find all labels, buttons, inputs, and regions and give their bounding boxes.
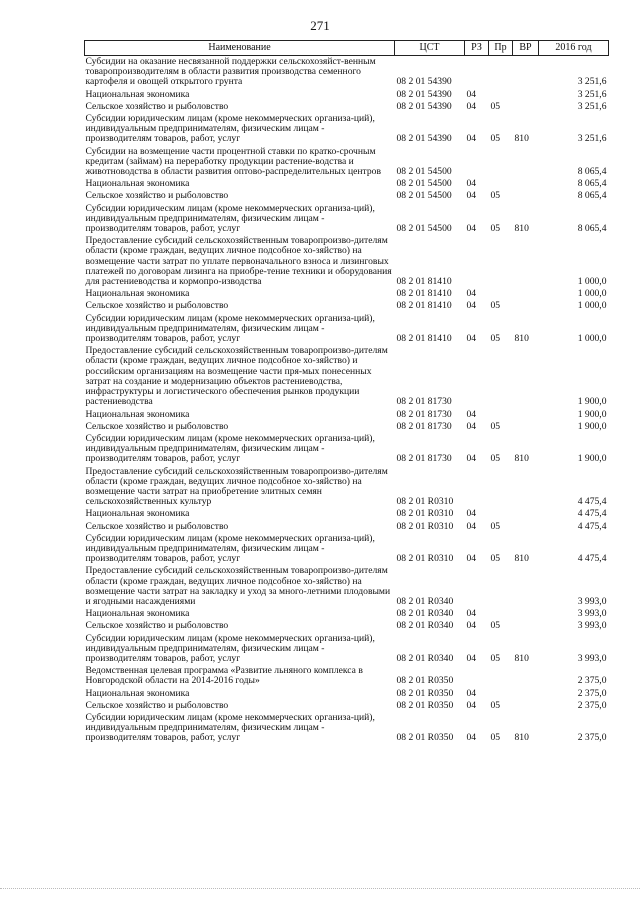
table-row <box>85 533 609 566</box>
row-amount: 8 065,4 <box>577 166 607 178</box>
row-cst: 08 2 01 54500 <box>396 178 452 190</box>
table-header <box>85 41 609 56</box>
row-pr <box>489 688 513 700</box>
table-row <box>85 235 609 288</box>
row-rz <box>465 565 489 608</box>
row-vr <box>513 421 539 433</box>
row-rz: 04 <box>466 133 477 145</box>
row-vr <box>513 608 539 620</box>
row-name: Сельское хозяйство и рыболовство <box>85 520 229 532</box>
row-pr <box>489 508 513 520</box>
row-rz <box>465 146 489 179</box>
row-amount: 4 475,4 <box>577 553 607 565</box>
row-cst: 08 2 01 81730 <box>396 420 452 432</box>
row-amount: 1 900,0 <box>577 420 607 432</box>
row-cst: 08 2 01 54390 <box>396 88 452 100</box>
row-cst: 08 2 01 R0340 <box>396 608 454 620</box>
table-row <box>85 146 609 179</box>
header-year: 2016 год <box>539 41 609 56</box>
table-row <box>85 700 609 712</box>
row-amount: 2 375,0 <box>577 732 607 744</box>
row-amount: 3 993,0 <box>577 620 607 632</box>
row-amount: 4 475,4 <box>577 520 607 532</box>
page-number: 271 <box>310 18 330 33</box>
row-name: Национальная экономика <box>85 408 190 420</box>
row-cst: 08 2 01 R0310 <box>396 508 454 520</box>
row-name: Субсидии юридическим лицам (кроме некоммерческих организа-ций), индивидуальным предпринимателям, физическим лицам - производителям товаров, работ, услуг <box>85 113 375 145</box>
header-cst: ЦСТ <box>395 41 465 56</box>
row-cst: 08 2 01 81410 <box>396 300 452 312</box>
budget-table <box>84 40 609 745</box>
row-amount: 3 251,6 <box>577 88 607 100</box>
row-pr: 05 <box>490 223 501 235</box>
row-pr <box>489 178 513 190</box>
row-amount: 1 900,0 <box>577 408 607 420</box>
row-rz: 04 <box>466 553 477 565</box>
row-cst: 08 2 01 R0340 <box>396 652 454 664</box>
row-rz: 04 <box>466 178 477 190</box>
row-amount: 2 375,0 <box>577 699 607 711</box>
row-amount: 4 475,4 <box>577 508 607 520</box>
header-pr: Пр <box>489 41 513 56</box>
row-cst: 08 2 01 54500 <box>396 190 452 202</box>
row-rz <box>465 235 489 288</box>
row-name: Сельское хозяйство и рыболовство <box>85 190 229 202</box>
row-name: Предоставление субсидий сельскохозяйственным товаропроизво-дителям области (кроме граждан, ведущих личное подсобное хо-зяйство) на возмещение части затрат на приобретение элитных семян сельскохозяйственных культур <box>85 465 388 508</box>
table-row <box>85 288 609 300</box>
row-amount: 3 251,6 <box>577 100 607 112</box>
row-rz: 04 <box>466 508 477 520</box>
row-amount: 1 900,0 <box>577 453 607 465</box>
row-name: Предоставление субсидий сельскохозяйственным товаропроизво-дителям области (кроме граждан, ведущих личное подсобное хо-зяйство) на возмещение части затрат по уплате первоначального взноса и лизинговых платежей по договорам лизинга на приобре-тение техники и оборудования для растениеводства и кормопро-изводства <box>85 235 392 288</box>
row-name: Сельское хозяйство и рыболовство <box>85 420 229 432</box>
table-row <box>85 433 609 466</box>
row-vr <box>513 146 539 179</box>
row-vr <box>513 665 539 687</box>
row-vr: 810 <box>514 333 529 345</box>
row-cst: 08 2 01 R0310 <box>396 520 454 532</box>
row-vr <box>513 466 539 509</box>
row-vr <box>513 700 539 712</box>
row-name: Субсидии юридическим лицам (кроме некоммерческих организа-ций), индивидуальным предпринимателям, физическим лицам - производителям товаров, работ, услуг <box>85 312 375 345</box>
row-pr <box>489 288 513 300</box>
row-pr: 05 <box>490 652 501 664</box>
row-cst: 08 2 01 54390 <box>396 100 452 112</box>
row-rz: 04 <box>466 100 477 112</box>
row-cst: 08 2 01 81730 <box>396 396 452 408</box>
scan-edge-divider <box>0 888 640 891</box>
row-name: Субсидии на оказание несвязанной поддержки сельскохозяйст-венным товаропроизводителям в области развития производства семенного картофеля и овощей открытого грунта <box>85 56 376 88</box>
row-pr: 05 <box>490 553 501 565</box>
row-cst: 08 2 01 R0340 <box>396 595 454 607</box>
row-pr <box>489 409 513 421</box>
row-amount: 8 065,4 <box>577 223 607 235</box>
row-vr <box>513 101 539 113</box>
row-vr <box>513 235 539 288</box>
row-pr: 05 <box>490 420 501 432</box>
row-vr <box>513 300 539 312</box>
row-amount: 8 065,4 <box>577 178 607 190</box>
row-name: Субсидии юридическим лицам (кроме некоммерческих организа-ций), индивидуальным предпринимателям, физическим лицам - производителям товаров, работ, услуг <box>85 532 375 565</box>
table-row <box>85 620 609 632</box>
row-vr <box>513 521 539 533</box>
row-rz: 04 <box>466 223 477 235</box>
row-vr: 810 <box>514 453 529 465</box>
row-pr <box>489 466 513 509</box>
row-rz: 04 <box>466 608 477 620</box>
row-name: Национальная экономика <box>85 288 190 300</box>
row-name: Сельское хозяйство и рыболовство <box>85 100 229 112</box>
row-vr <box>513 688 539 700</box>
row-rz <box>465 665 489 687</box>
row-rz: 04 <box>466 620 477 632</box>
row-name: Субсидии юридическим лицам (кроме некоммерческих организа-ций), индивидуальным предпринимателям, физическим лицам - производителям товаров, работ, услуг <box>85 632 375 664</box>
row-pr <box>489 665 513 687</box>
row-rz <box>465 345 489 408</box>
row-cst: 08 2 01 R0350 <box>396 732 454 744</box>
row-pr: 05 <box>490 133 501 145</box>
row-cst: 08 2 01 R0350 <box>396 675 454 687</box>
row-rz: 04 <box>466 652 477 664</box>
row-name: Сельское хозяйство и рыболовство <box>85 620 229 632</box>
row-pr <box>489 146 513 179</box>
row-pr: 05 <box>490 453 501 465</box>
row-name: Субсидии на возмещение части процентной ставки по кратко-срочным кредитам (займам) на переработку продукции растение-водства и животноводства в области развития оптово-распределительных центров <box>85 145 381 178</box>
row-rz <box>465 466 489 509</box>
row-pr: 05 <box>490 190 501 202</box>
header-rz: РЗ <box>465 41 489 56</box>
row-cst: 08 2 01 R0350 <box>396 687 454 699</box>
row-rz: 04 <box>466 732 477 744</box>
table-row <box>85 409 609 421</box>
table-body <box>85 56 609 745</box>
row-vr <box>513 56 539 89</box>
table-row <box>85 313 609 346</box>
table-row <box>85 466 609 509</box>
row-amount: 3 993,0 <box>577 652 607 664</box>
row-vr: 810 <box>514 732 529 744</box>
row-vr: 810 <box>514 652 529 664</box>
table-row <box>85 101 609 113</box>
row-rz: 04 <box>466 453 477 465</box>
row-amount: 2 375,0 <box>577 687 607 699</box>
row-amount: 3 993,0 <box>577 595 607 607</box>
row-cst: 08 2 01 R0310 <box>396 496 454 508</box>
row-pr <box>489 565 513 608</box>
row-name: Национальная экономика <box>85 608 190 620</box>
row-name: Национальная экономика <box>85 508 190 520</box>
row-amount: 8 065,4 <box>577 190 607 202</box>
row-cst: 08 2 01 81410 <box>396 288 452 300</box>
row-pr: 05 <box>490 699 501 711</box>
row-cst: 08 2 01 R0310 <box>396 553 454 565</box>
table-row <box>85 300 609 312</box>
row-vr <box>513 565 539 608</box>
table-row <box>85 421 609 433</box>
row-pr <box>489 345 513 408</box>
row-cst: 08 2 01 54390 <box>396 76 452 88</box>
header-name: Наименование <box>85 41 395 56</box>
row-rz: 04 <box>466 190 477 202</box>
row-pr: 05 <box>490 620 501 632</box>
row-pr: 05 <box>490 520 501 532</box>
row-amount: 3 251,6 <box>577 76 607 88</box>
table-row <box>85 608 609 620</box>
row-cst: 08 2 01 81410 <box>396 276 452 288</box>
row-amount: 1 900,0 <box>577 396 607 408</box>
row-pr: 05 <box>490 300 501 312</box>
row-vr <box>513 89 539 101</box>
row-vr <box>513 190 539 202</box>
table-row <box>85 688 609 700</box>
table-row <box>85 89 609 101</box>
row-rz: 04 <box>466 687 477 699</box>
row-vr <box>513 178 539 190</box>
row-rz: 04 <box>466 300 477 312</box>
row-pr: 05 <box>490 732 501 744</box>
row-name: Субсидии юридическим лицам (кроме некоммерческих организа-ций), индивидуальным предпринимателям, физическим лицам - производителям товаров, работ, услуг <box>85 711 375 744</box>
row-name: Национальная экономика <box>85 88 190 100</box>
row-amount: 4 475,4 <box>577 496 607 508</box>
row-pr <box>489 89 513 101</box>
row-vr <box>513 508 539 520</box>
row-cst: 08 2 01 81410 <box>396 333 452 345</box>
row-vr: 810 <box>514 223 529 235</box>
row-vr: 810 <box>514 553 529 565</box>
row-amount: 1 000,0 <box>577 288 607 300</box>
table-row <box>85 178 609 190</box>
table-row <box>85 190 609 202</box>
row-pr <box>489 56 513 89</box>
row-amount: 1 000,0 <box>577 300 607 312</box>
table-row <box>85 565 609 608</box>
table-row <box>85 712 609 745</box>
row-vr <box>513 620 539 632</box>
row-vr <box>513 345 539 408</box>
row-cst: 08 2 01 54500 <box>396 166 452 178</box>
table-row <box>85 633 609 666</box>
row-pr: 05 <box>490 333 501 345</box>
row-vr <box>513 409 539 421</box>
row-rz: 04 <box>466 420 477 432</box>
row-name: Национальная экономика <box>85 687 190 699</box>
row-name: Субсидии юридическим лицам (кроме некоммерческих организа-ций), индивидуальным предпринимателям, физическим лицам - производителям товаров, работ, услуг <box>85 202 375 235</box>
row-pr <box>489 608 513 620</box>
row-cst: 08 2 01 81730 <box>396 408 452 420</box>
table-row <box>85 508 609 520</box>
row-rz: 04 <box>466 333 477 345</box>
table-row <box>85 521 609 533</box>
row-amount: 2 375,0 <box>577 675 607 687</box>
row-rz: 04 <box>466 88 477 100</box>
row-pr: 05 <box>490 100 501 112</box>
row-cst: 08 2 01 81730 <box>396 453 452 465</box>
table-row <box>85 113 609 146</box>
table-row <box>85 203 609 236</box>
row-name: Предоставление субсидий сельскохозяйственным товаропроизво-дителям области (кроме граждан, ведущих личное подсобное хо-зяйство) и российским организациям на возмещение части пря-мых понесенных затрат на создание и модернизацию объектов растениеводства, инфраструктуры и логистического обеспечения рынков продукции растениеводства <box>85 345 388 408</box>
header-vr: ВР <box>513 41 539 56</box>
row-name: Сельское хозяйство и рыболовство <box>85 300 229 312</box>
row-vr <box>513 288 539 300</box>
row-vr: 810 <box>514 133 529 145</box>
table-row <box>85 665 609 687</box>
row-name: Национальная экономика <box>85 178 190 190</box>
row-rz: 04 <box>466 408 477 420</box>
row-cst: 08 2 01 R0340 <box>396 620 454 632</box>
row-name: Сельское хозяйство и рыболовство <box>85 699 229 711</box>
table-row <box>85 56 609 89</box>
row-amount: 3 993,0 <box>577 608 607 620</box>
row-pr <box>489 235 513 288</box>
row-name: Ведомственная целевая программа «Развитие льняного комплекса в Новгородской области на 2014-2016 годы» <box>85 665 363 687</box>
row-cst: 08 2 01 R0350 <box>396 699 454 711</box>
row-cst: 08 2 01 54390 <box>396 133 452 145</box>
row-amount: 1 000,0 <box>577 333 607 345</box>
row-cst: 08 2 01 54500 <box>396 223 452 235</box>
table-row <box>85 345 609 408</box>
row-amount: 1 000,0 <box>577 276 607 288</box>
row-rz: 04 <box>466 699 477 711</box>
row-rz: 04 <box>466 520 477 532</box>
row-rz: 04 <box>466 288 477 300</box>
row-amount: 3 251,6 <box>577 133 607 145</box>
row-name: Субсидии юридическим лицам (кроме некоммерческих организа-ций), индивидуальным предпринимателям, физическим лицам - производителям товаров, работ, услуг <box>85 432 375 465</box>
row-rz <box>465 56 489 89</box>
row-name: Предоставление субсидий сельскохозяйственным товаропроизво-дителям области (кроме граждан, ведущих личное подсобное хо-зяйство) на возмещение части затрат на закладку и уход за много-летними плодовыми и ягодными насаждениями <box>85 565 391 607</box>
